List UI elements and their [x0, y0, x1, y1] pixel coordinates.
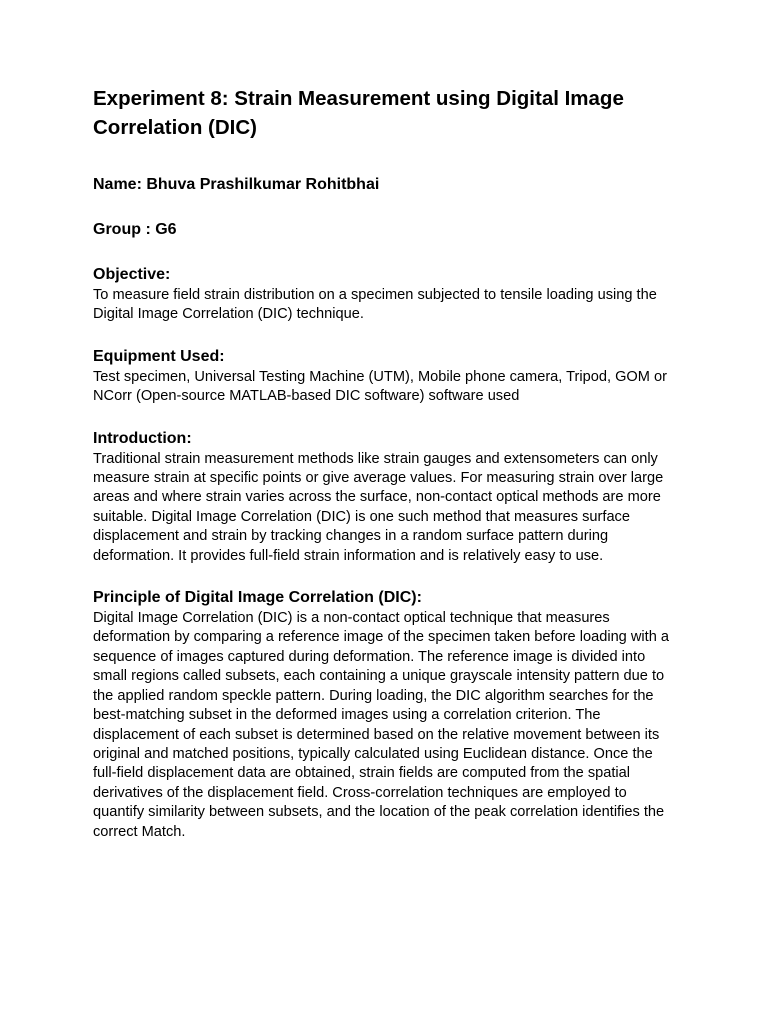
group-label: Group : G6: [93, 221, 177, 238]
document-title: Experiment 8: Strain Measurement using Digital Image Correlation (DIC): [93, 87, 624, 139]
student-name: Name: Bhuva Prashilkumar Rohitbhai: [93, 176, 380, 193]
section-equipment: [93, 345, 678, 407]
section-heading-introduction: Introduction:: [93, 429, 192, 447]
section-heading-equipment: Equipment Used:: [93, 347, 225, 365]
document-page: [93, 84, 678, 862]
section-heading-objective: Objective:: [93, 266, 171, 283]
section-text-principle: Digital Image Correlation (DIC) is a non-contact optical technique that measures deformation by comparing a reference image of the specimen taken before loading with a sequence of images captured during deformation. The reference image is divided into small regions called subsets, each containing a unique grayscale intensity pattern due to the applied random speckle pattern. During loading, the DIC algorithm searches for the best-matching subset in the deformed images using a correlation criterion. The displacement of each subset is determined based on the relative movement between its original and matched positions, typically calculated using Euclidean distance. Once the full-field displacement data are obtained, strain fields are computed from the spatial derivatives of the displacement field. Cross-correlation techniques are employed to quantify similarity between subsets, and the location of the peak correlation identifies the correct Match.: [93, 610, 669, 840]
section-text-introduction: Traditional strain measurement methods like strain gauges and extensometers can only measure strain at specific points or give average values. For measuring strain over large areas and where strain varies across the surface, non-contact optical methods are more suitable. Digital Image Correlation (DIC) is one such method that measures surface displacement and strain by tracking changes in a random surface pattern during deformation. It provides full-field strain information and is relatively easy to use.: [93, 450, 664, 564]
section-text-equipment: Test specimen, Universal Testing Machine (UTM), Mobile phone camera, Tripod, GOM or NCorr (Open-source MATLAB-based DIC software) software used: [93, 368, 667, 405]
section-text-objective: To measure field strain distribution on a specimen subjected to tensile loading using the Digital Image Correlation (DIC) technique.: [93, 287, 657, 323]
section-objective: [93, 263, 678, 325]
section-introduction: [93, 427, 678, 566]
section-principle: [93, 586, 678, 842]
section-heading-principle: Principle of Digital Image Correlation (DIC):: [93, 589, 422, 607]
